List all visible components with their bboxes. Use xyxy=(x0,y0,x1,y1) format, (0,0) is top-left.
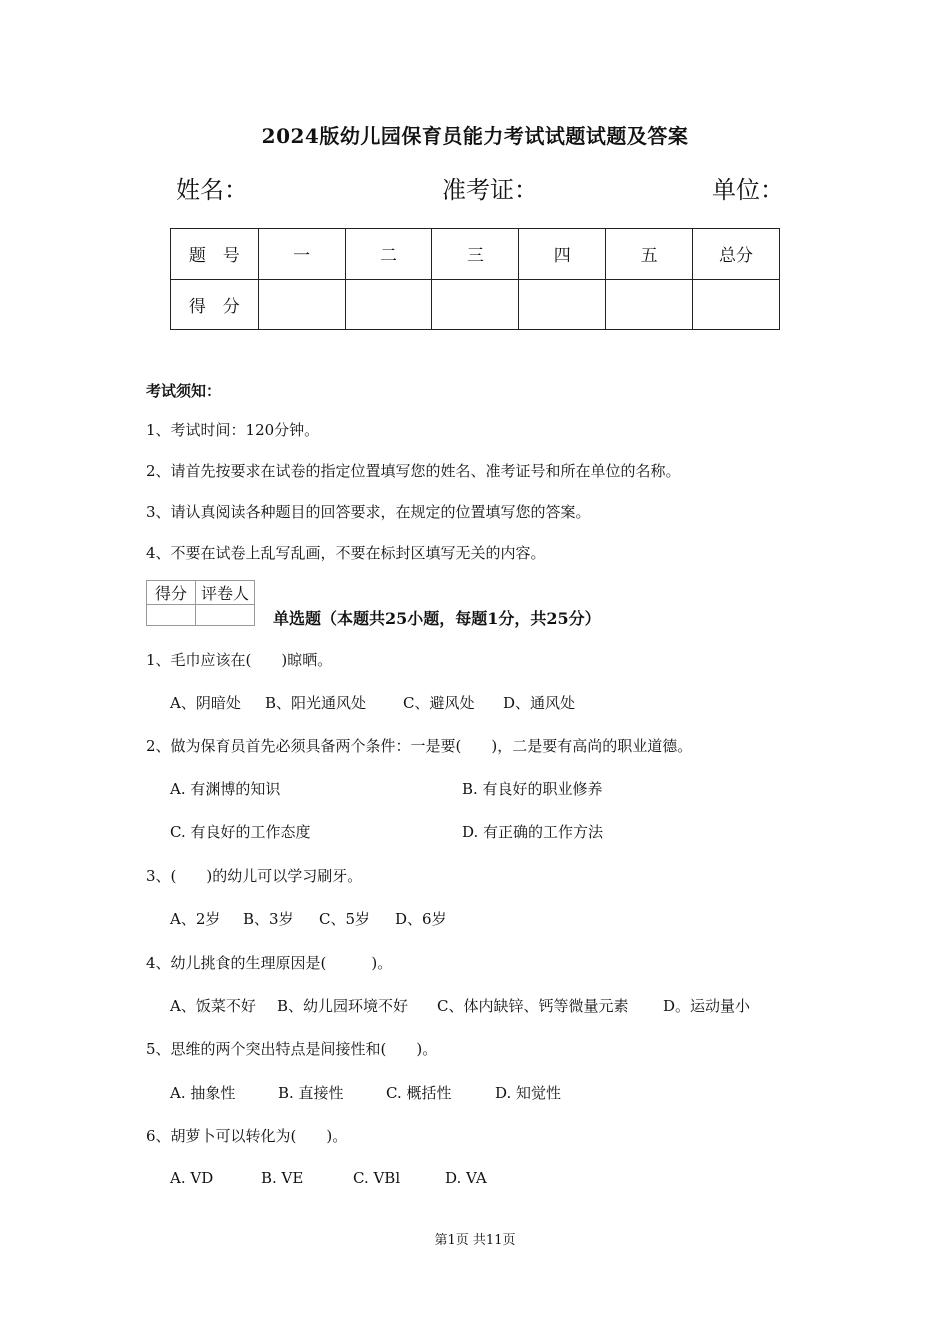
score-cell[interactable] xyxy=(693,279,780,330)
page-title: 2024版幼儿园保育员能力考试试题试题及答案 xyxy=(261,124,689,148)
question-stem: 3、( )的幼儿可以学习刷牙。 xyxy=(146,867,363,885)
score-header-cell: 五 xyxy=(606,229,693,280)
question-option: B. 直接性 xyxy=(278,1084,344,1102)
question-option: B、阳光通风处 xyxy=(265,694,367,712)
note-item: 1、考试时间：120分钟。 xyxy=(146,421,320,439)
question-option: A. VD xyxy=(170,1169,214,1187)
grader-name-label: 评卷人 xyxy=(196,581,255,605)
grader-box xyxy=(146,580,255,626)
question-option: C、5岁 xyxy=(319,910,371,928)
question-option: D。运动量小 xyxy=(663,997,751,1015)
score-cell[interactable] xyxy=(345,279,432,330)
score-cell[interactable] xyxy=(606,279,693,330)
question-option: D. 知觉性 xyxy=(495,1084,562,1102)
question-option: D、通风处 xyxy=(503,694,576,712)
grader-name-cell[interactable] xyxy=(196,605,255,626)
question-option: C. 有良好的工作态度 xyxy=(170,823,311,841)
score-header-cell: 四 xyxy=(519,229,606,280)
score-row-label: 得 分 xyxy=(171,279,259,330)
score-header-cell: 总分 xyxy=(693,229,780,280)
question-stem: 1、毛巾应该在( )晾晒。 xyxy=(146,651,333,669)
name-field-label: 姓名： xyxy=(176,176,248,204)
score-cell[interactable] xyxy=(432,279,519,330)
notes-title: 考试须知： xyxy=(146,382,222,400)
unit-field-label: 单位： xyxy=(712,176,784,204)
note-item: 3、请认真阅读各种题目的回答要求，在规定的位置填写您的答案。 xyxy=(146,503,591,521)
question-stem: 2、做为保育员首先必须具备两个条件：一是要( )，二是要有高尚的职业道德。 xyxy=(146,737,693,755)
score-cell[interactable] xyxy=(519,279,606,330)
question-option: C、体内缺锌、钙等微量元素 xyxy=(437,997,629,1015)
score-table-score-row xyxy=(171,279,780,330)
question-option: A、阴暗处 xyxy=(170,694,241,712)
question-option: C. 概括性 xyxy=(386,1084,452,1102)
grader-score-label: 得分 xyxy=(147,581,196,605)
note-item: 4、不要在试卷上乱写乱画，不要在标封区填写无关的内容。 xyxy=(146,544,546,562)
question-option: A、2岁 xyxy=(170,910,221,928)
score-header-cell: 二 xyxy=(345,229,432,280)
score-table-header-row xyxy=(171,229,780,280)
score-cell[interactable] xyxy=(258,279,345,330)
question-option: A. 有渊博的知识 xyxy=(170,780,281,798)
question-option: C、避风处 xyxy=(403,694,475,712)
score-header-cell: 三 xyxy=(432,229,519,280)
question-option: A、饭菜不好 xyxy=(170,997,256,1015)
question-option: A. 抽象性 xyxy=(170,1084,236,1102)
question-option: D. VA xyxy=(445,1169,487,1187)
exam-id-field-label: 准考证： xyxy=(442,176,538,204)
score-table xyxy=(170,228,780,330)
note-item: 2、请首先按要求在试卷的指定位置填写您的姓名、准考证号和所在单位的名称。 xyxy=(146,462,681,480)
question-stem: 4、幼儿挑食的生理原因是( )。 xyxy=(146,954,393,972)
question-option: D、6岁 xyxy=(395,910,447,928)
question-stem: 6、胡萝卜可以转化为( )。 xyxy=(146,1127,348,1145)
question-option: C. VBl xyxy=(353,1169,401,1187)
question-option: B. VE xyxy=(261,1169,304,1187)
question-option: B、3岁 xyxy=(243,910,294,928)
question-option: D. 有正确的工作方法 xyxy=(462,823,604,841)
grader-score-cell[interactable] xyxy=(147,605,196,626)
score-header-cell: 题 号 xyxy=(171,229,259,280)
question-stem: 5、思维的两个突出特点是间接性和( )。 xyxy=(146,1040,438,1058)
page-footer: 第1页 共11页 xyxy=(434,1233,516,1248)
score-header-cell: 一 xyxy=(258,229,345,280)
question-option: B. 有良好的职业修养 xyxy=(462,780,603,798)
question-option: B、幼儿园环境不好 xyxy=(277,997,409,1015)
section-title: 单选题（本题共25小题，每题1分，共25分） xyxy=(273,609,601,628)
